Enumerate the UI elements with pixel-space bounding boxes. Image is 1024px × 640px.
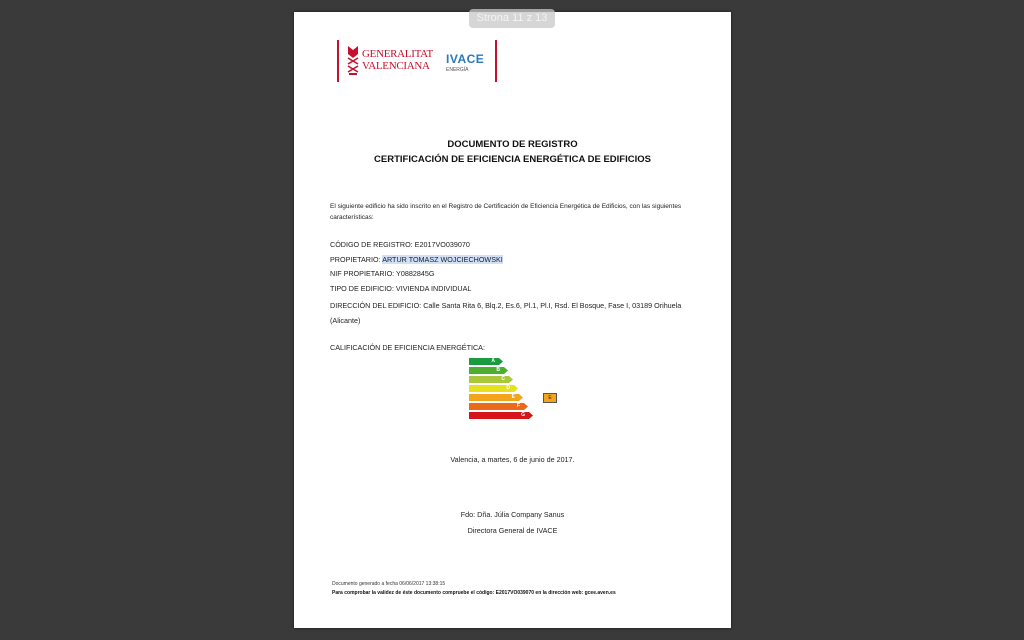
energy-bar-arrow xyxy=(519,394,523,401)
footer-verification: Para comprobar la validez de éste documento compruebe el código: E2017VO039070 en la dirección web: gcee.aven.es xyxy=(332,590,616,596)
logo-divider-left xyxy=(337,40,339,82)
energy-bar-arrow xyxy=(499,358,503,365)
document-subtitle: CERTIFICACIÓN DE EFICIENCIA ENERGÉTICA DE EDIFICIOS xyxy=(374,154,651,165)
intro-paragraph: El siguiente edificio ha sido inscrito en el Registro de Certificación de Eficiencia Energética de Edificios, con las siguientes características: xyxy=(330,203,682,221)
gv-line2: VALENCIANA xyxy=(362,60,430,72)
energy-bar-letter: E xyxy=(511,394,515,400)
page-indicator: Strona 11 z 13 xyxy=(469,9,555,28)
energy-bar-arrow xyxy=(524,403,528,410)
footer-generated: Documento generado a fecha 06/06/2017 13:38:15 xyxy=(332,581,446,587)
generalitat-emblem-icon xyxy=(346,44,360,78)
energy-bar-letter: F xyxy=(516,403,520,409)
energy-bar-letter: A xyxy=(491,358,495,364)
energy-bar-d xyxy=(469,385,514,392)
energy-bar-e xyxy=(469,394,519,401)
gv-line1: GENERALITAT xyxy=(362,48,433,60)
energy-bar-arrow xyxy=(514,385,518,392)
field-nif xyxy=(330,269,700,278)
tipo-value: VIVIENDA INDIVIDUAL xyxy=(395,284,472,293)
energy-bar-c xyxy=(469,376,509,383)
tipo-label: TIPO DE EDIFICIO: xyxy=(330,284,394,293)
document-page xyxy=(294,12,731,628)
energy-bar-arrow xyxy=(529,412,533,419)
nif-label: NIF PROPIETARIO: xyxy=(330,269,395,278)
codigo-value: E2017VO039070 xyxy=(414,240,470,249)
ivace-logo: IVACE xyxy=(446,52,485,66)
codigo-label: CÓDIGO DE REGISTRO: xyxy=(330,240,413,249)
direccion-value: Calle Santa Rita 6, Blq.2, Es.6, Pl.1, Pl.I, Rsd. El Bosque, Fase I, 03189 Orihuela (Alicante) xyxy=(330,301,682,325)
energy-bar-a xyxy=(469,358,499,365)
nif-value: Y0882845G xyxy=(396,269,435,278)
propietario-value[interactable]: ARTUR TOMASZ WOJCIECHOWSKI xyxy=(382,255,503,264)
energy-bar-g xyxy=(469,412,529,419)
energy-bar-arrow xyxy=(509,376,513,383)
date-line: Valencia, a martes, 6 de junio de 2017. xyxy=(450,455,575,464)
propietario-label: PROPIETARIO: xyxy=(330,255,381,264)
energy-bar-letter: C xyxy=(501,376,505,382)
signer-name: Fdo: Dña. Júlia Company Sanus xyxy=(460,510,565,519)
field-propietario xyxy=(330,255,700,264)
calificacion-label: CALIFICACIÓN DE EFICIENCIA ENERGÉTICA: xyxy=(330,343,485,352)
signer-role: Directora General de IVACE xyxy=(467,526,558,535)
energy-bar-letter: G xyxy=(521,412,525,418)
field-direccion xyxy=(330,298,700,328)
ivace-subtitle: ENERGÍA xyxy=(446,67,469,73)
generalitat-logo-text xyxy=(362,48,433,72)
document-title: DOCUMENTO DE REGISTRO xyxy=(447,139,578,150)
energy-bar-letter: D xyxy=(506,385,510,391)
direccion-label: DIRECCIÓN DEL EDIFICIO: xyxy=(330,301,422,310)
rating-marker: E xyxy=(543,393,557,403)
field-codigo xyxy=(330,240,700,249)
energy-bar-f xyxy=(469,403,524,410)
field-tipo xyxy=(330,284,700,293)
energy-bar-b xyxy=(469,367,504,374)
energy-bar-arrow xyxy=(504,367,508,374)
energy-bar-letter: B xyxy=(496,367,500,373)
logo-divider-right xyxy=(495,40,497,82)
